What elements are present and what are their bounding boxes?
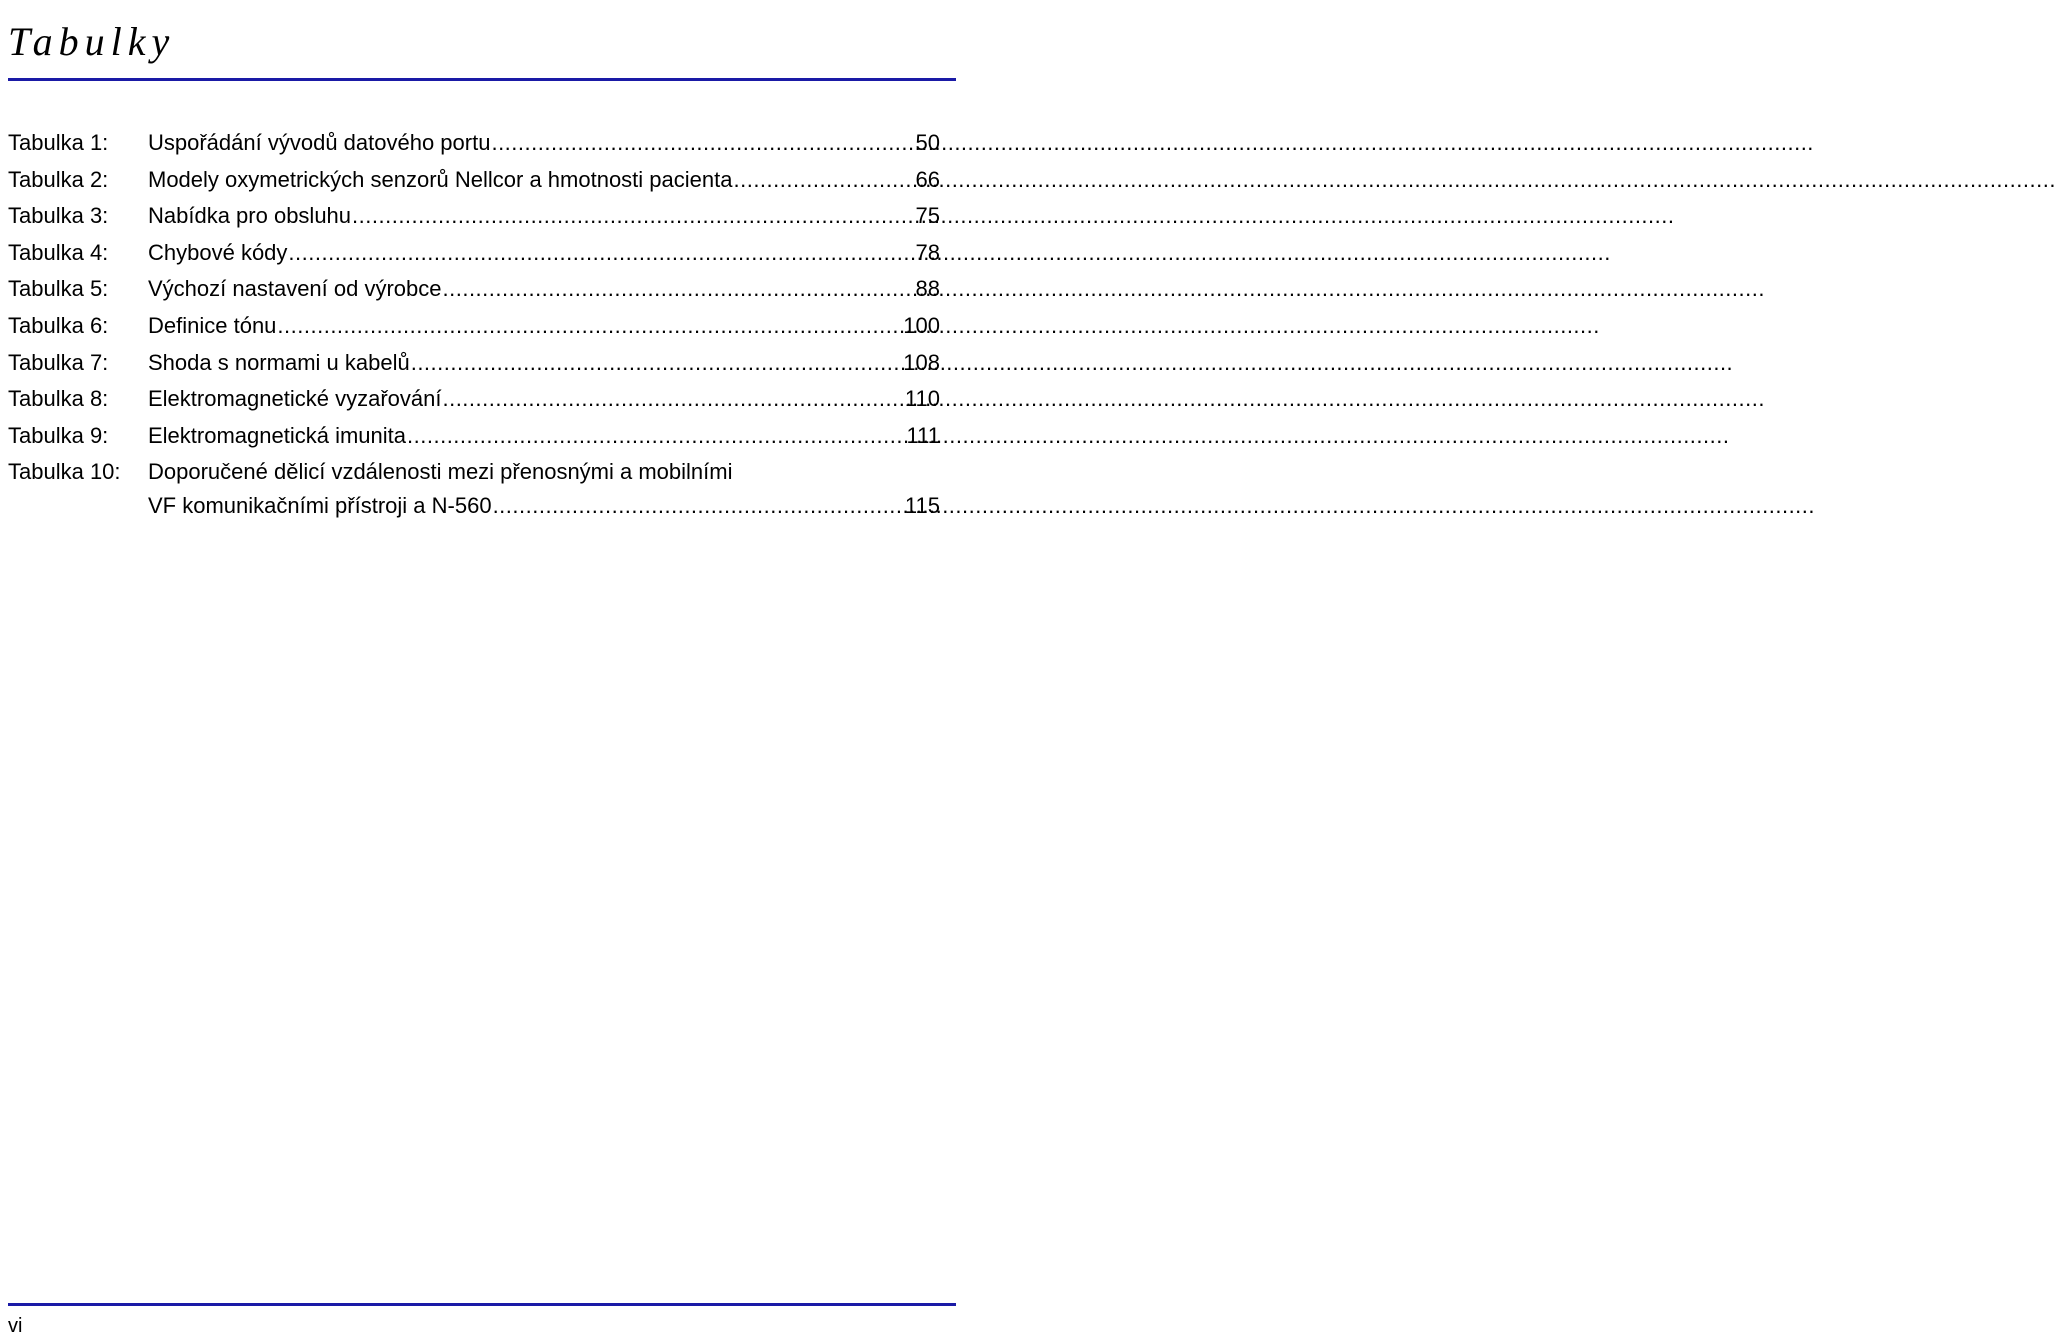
toc-entry-page: 88	[915, 276, 940, 302]
toc-entry-line	[148, 271, 940, 308]
toc-entry-page: 78	[915, 239, 940, 265]
toc-dot-leader	[492, 491, 905, 520]
toc-entry-page: 115	[904, 492, 940, 518]
toc-dot-leader	[441, 381, 904, 418]
toc-entry-body	[148, 198, 940, 235]
toc-entry[interactable]	[8, 381, 940, 418]
toc-entry-body	[148, 381, 940, 418]
toc-entry-line	[148, 418, 940, 455]
toc-dot-leader	[287, 235, 915, 272]
toc-entry-body	[148, 454, 940, 520]
toc-entry-line	[148, 198, 940, 235]
footer-page-number: vi	[8, 1315, 23, 1337]
toc-entry-page: 50	[915, 130, 940, 155]
toc-entry-body	[148, 418, 940, 455]
toc-entry[interactable]	[8, 345, 940, 382]
page-title: Tabulky	[8, 19, 176, 64]
header-rule	[8, 78, 956, 81]
toc-entry-title: Chybové kódy	[148, 239, 288, 265]
toc-entry-title: Elektromagnetické vyzařování	[148, 386, 442, 412]
toc-entry-label: Tabulka 10:	[8, 459, 121, 485]
toc-entry-title: Elektromagnetická imunita	[148, 422, 407, 448]
toc-entry-line	[148, 381, 940, 418]
toc-entry-page: 108	[903, 349, 940, 375]
toc-dot-leader	[442, 271, 916, 308]
toc-entry[interactable]	[8, 454, 940, 520]
toc-entry-title: Nabídka pro obsluhu	[148, 203, 352, 229]
toc-dot-leader	[351, 198, 915, 235]
toc-entry-title: Výchozí nastavení od výrobce	[148, 276, 442, 302]
toc-dot-leader	[406, 418, 907, 455]
toc-entry-label: Tabulka 2:	[8, 166, 109, 192]
toc-entry-label: Tabulka 3:	[8, 203, 109, 229]
toc-entry[interactable]	[8, 418, 940, 455]
toc-entry-page: 111	[906, 422, 940, 448]
toc-entry-label: Tabulka 4:	[8, 239, 109, 265]
toc-entry[interactable]	[8, 235, 940, 272]
toc-dot-leader	[732, 162, 915, 199]
toc-dot-leader	[276, 308, 903, 345]
toc-entry-label: Tabulka 5:	[8, 276, 109, 302]
toc-entry-page: 75	[915, 203, 940, 229]
toc-entry-line	[148, 162, 940, 199]
toc-entry-label: Tabulka 1:	[8, 130, 109, 155]
toc-entry-body	[148, 162, 940, 199]
toc-entry-body	[148, 345, 940, 382]
toc-entry-title: Modely oxymetrických senzorů Nellcor a hmotnosti pacienta	[148, 166, 733, 192]
toc-entry-label: Tabulka 9:	[8, 422, 109, 448]
toc-entry-label: Tabulka 8:	[8, 386, 109, 412]
toc-entry-line	[148, 454, 940, 491]
toc-entry-line	[148, 235, 940, 272]
toc-entry-line	[148, 345, 940, 382]
toc-dot-leader	[490, 125, 915, 162]
toc-entry-title: Definice tónu	[148, 312, 277, 338]
toc-entry-page: 110	[904, 386, 940, 412]
toc-entry-body	[148, 125, 940, 162]
toc-entry-page: 100	[903, 312, 940, 338]
toc-entry-line	[148, 125, 940, 162]
toc-entry-title: Shoda s normami u kabelů	[148, 349, 410, 375]
toc-entry-line	[148, 308, 940, 345]
toc-entry-label: Tabulka 7:	[8, 349, 109, 375]
toc-entry-label: Tabulka 6:	[8, 312, 109, 338]
toc-entry-title: Uspořádání vývodů datového portu	[148, 130, 491, 155]
toc-entry-body	[148, 308, 940, 345]
table-of-tables	[8, 125, 940, 520]
toc-entry-line	[148, 491, 940, 520]
toc-entry[interactable]	[8, 271, 940, 308]
toc-entry-body	[148, 235, 940, 272]
toc-entry[interactable]	[8, 308, 940, 345]
toc-entry[interactable]	[8, 162, 940, 199]
toc-dot-leader	[410, 345, 904, 382]
toc-entry-title-continued: VF komunikačními přístroji a N-560	[148, 492, 492, 518]
toc-entry[interactable]	[8, 125, 940, 162]
toc-entry-page: 66	[915, 166, 940, 192]
toc-entry[interactable]	[8, 198, 940, 235]
toc-entry-title: Doporučené dělicí vzdálenosti mezi přenosnými a mobilními	[148, 459, 733, 485]
footer-rule	[8, 1303, 956, 1306]
toc-entry-body	[148, 271, 940, 308]
